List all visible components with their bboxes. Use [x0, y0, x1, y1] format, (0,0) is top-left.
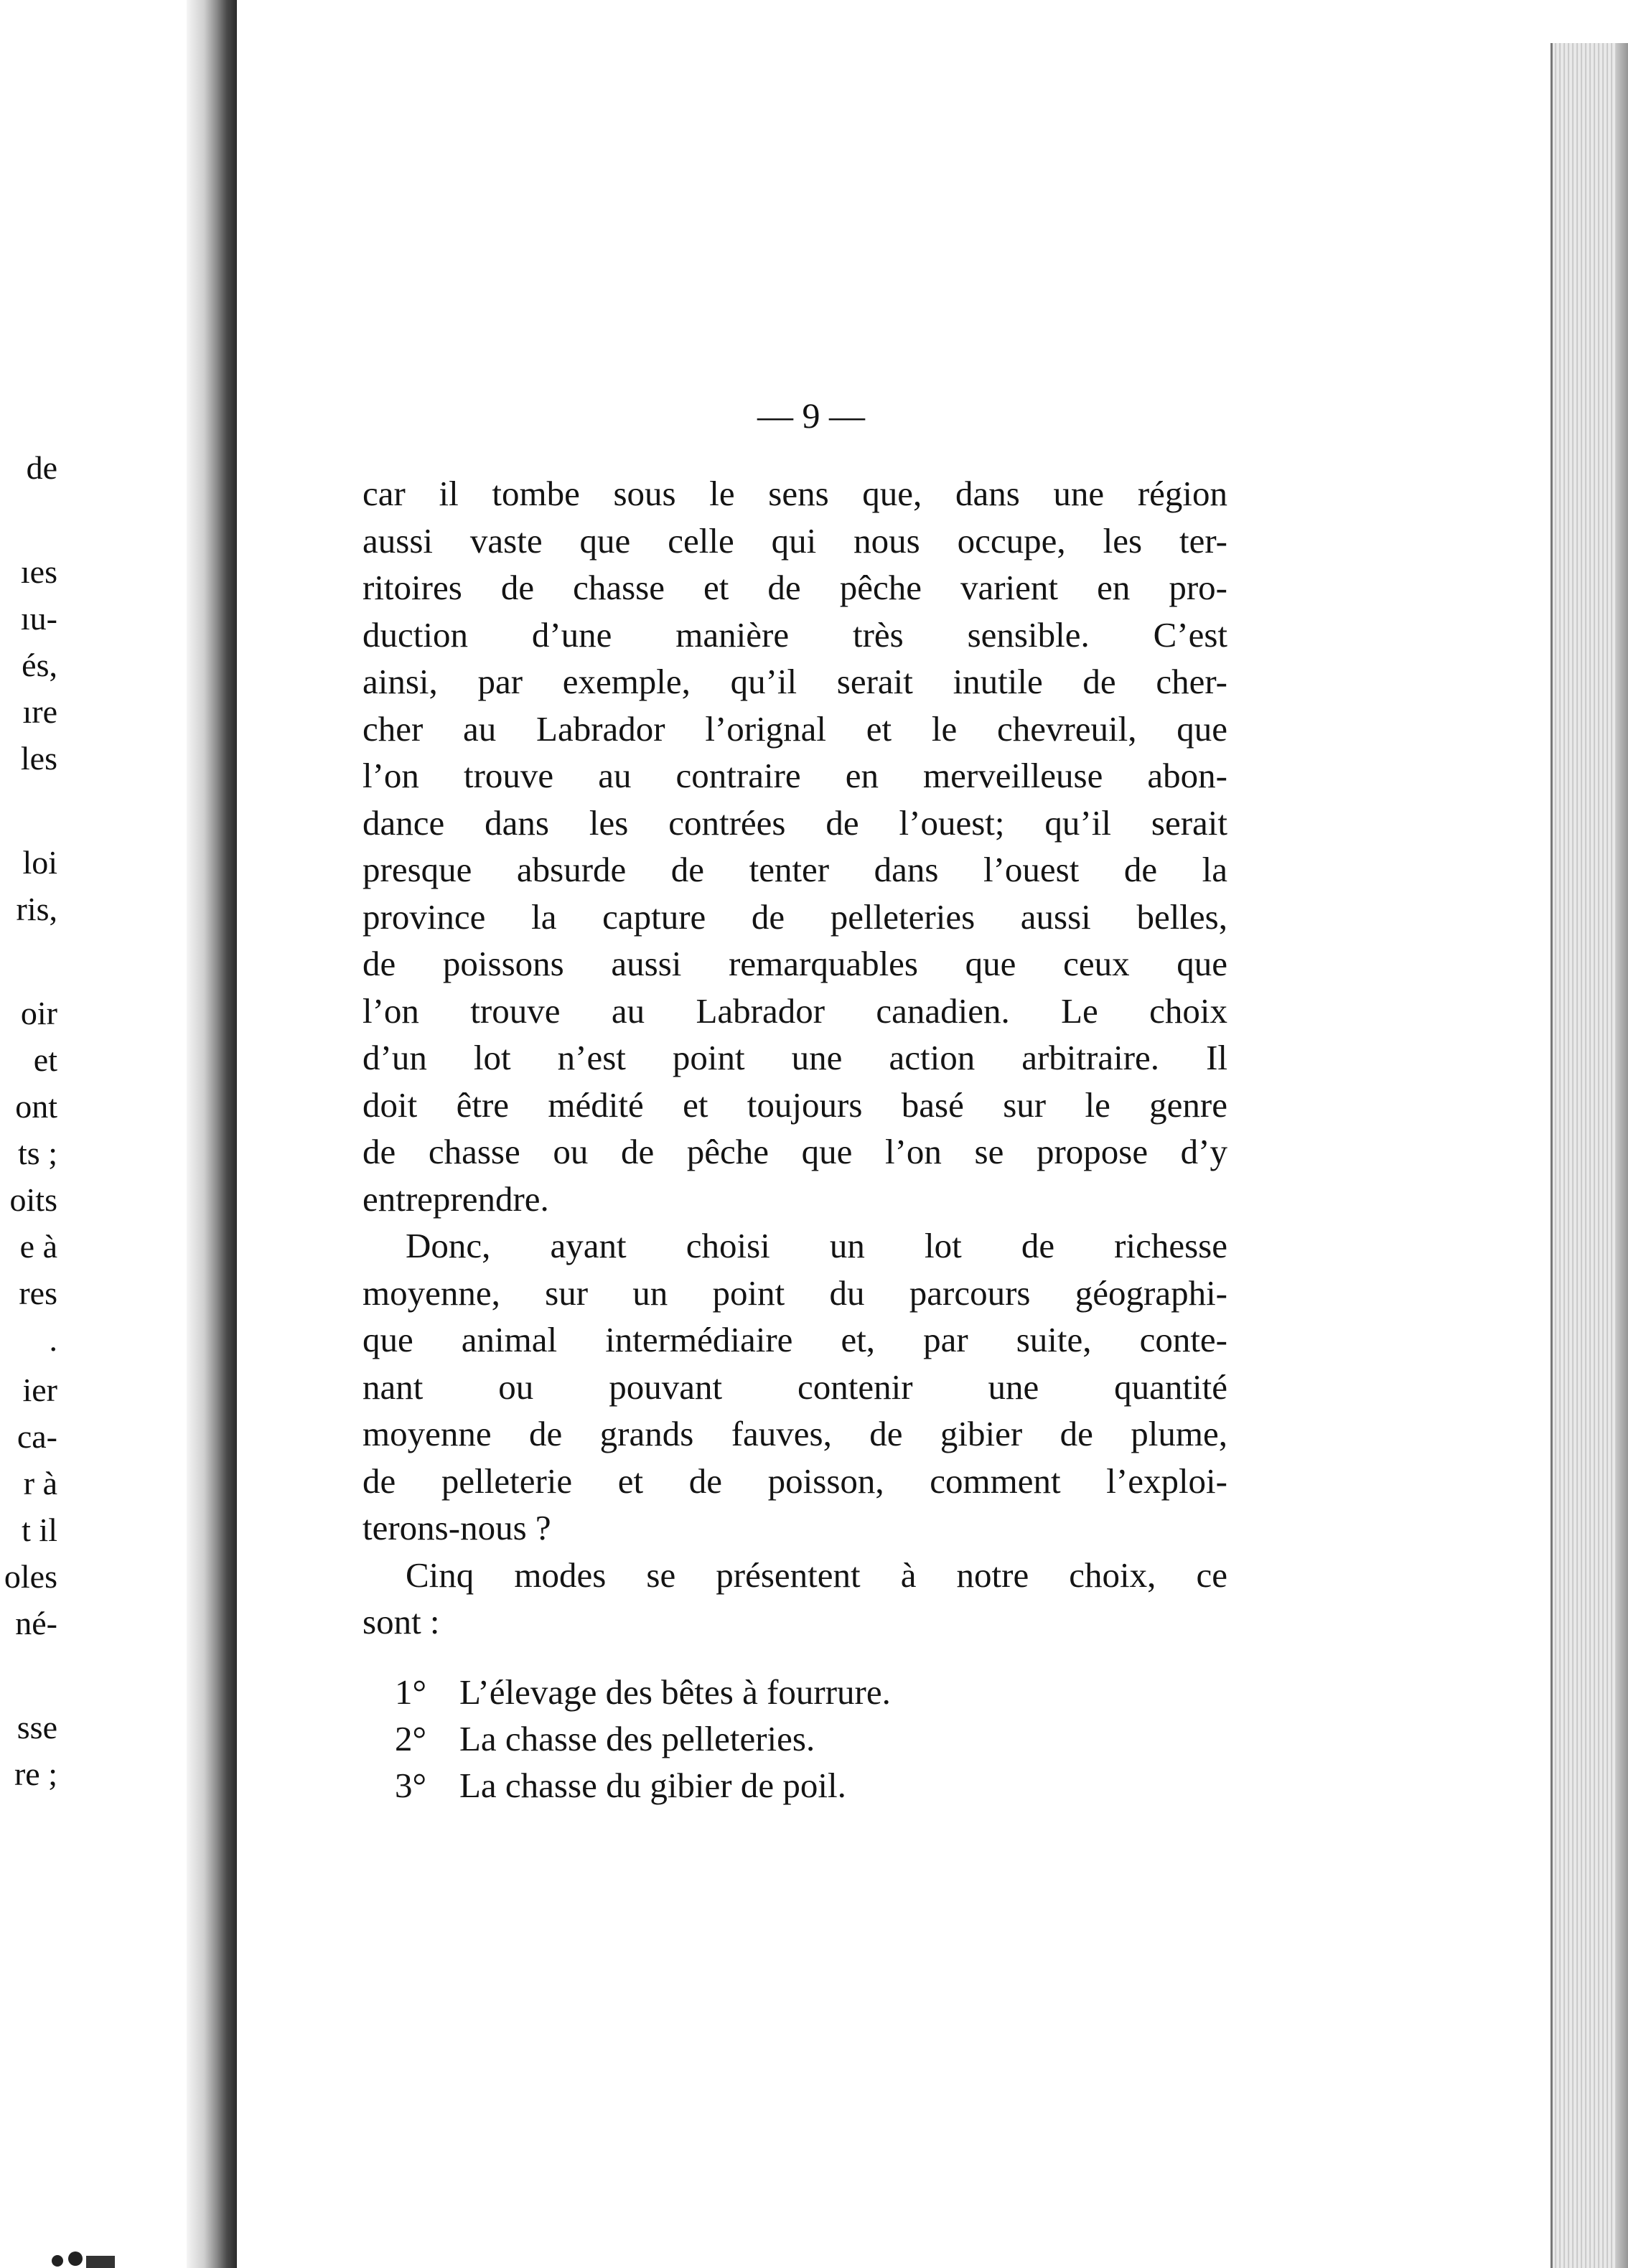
paragraph-3: [362, 1552, 1227, 1646]
page-stack-edge: [1550, 43, 1628, 2268]
previous-page-fragment: re ;: [14, 1756, 57, 1792]
previous-page-fragment: ıre: [22, 693, 57, 730]
previous-page-fragment: de: [26, 449, 57, 486]
text-line: de chasse ou de pêche que l’on se propose d’y: [362, 1132, 1227, 1171]
text-line: Donc, ayant choisi un lot de richesse: [406, 1226, 1227, 1265]
text-line: doit être médité et toujours basé sur le genre: [362, 1084, 1227, 1125]
previous-page-fragment: .: [49, 1321, 57, 1358]
text-line: dance dans les contrées de l’ouest; qu’il serait: [362, 802, 1227, 843]
list-item: [395, 1715, 891, 1762]
list-item-number: 1°: [395, 1672, 427, 1712]
text-line: l’on trouve au Labrador canadien. Le choix: [362, 990, 1227, 1031]
list-item: [395, 1762, 891, 1809]
previous-page-fragment: et: [33, 1041, 57, 1078]
paragraph-1: [362, 470, 1227, 1222]
numbered-list: [395, 1669, 891, 1809]
previous-page-edge: [0, 0, 215, 2268]
previous-page-fragment: res: [19, 1275, 57, 1311]
text-line: duction d’une manière très sensible. C’est: [362, 614, 1227, 655]
previous-page-fragment: ris,: [16, 891, 57, 927]
previous-page-fragment: ıu-: [20, 600, 57, 637]
text-line: presque absurde de tenter dans l’ouest de la: [362, 850, 1227, 889]
list-item: [395, 1669, 891, 1715]
text-line: nant ou pouvant contenir une quantité: [362, 1367, 1227, 1407]
text-line: moyenne de grands fauves, de gibier de plume,: [362, 1414, 1227, 1453]
previous-page-fragment: ca-: [17, 1418, 57, 1455]
list-item-number: 2°: [395, 1719, 427, 1758]
book-gutter: [187, 0, 237, 2268]
previous-page-fragment: és,: [22, 647, 57, 683]
previous-page-fragment: oles: [4, 1558, 57, 1595]
text-line: ritoires de chasse et de pêche varient en pro-: [362, 568, 1227, 607]
previous-page-fragment: ont: [15, 1088, 57, 1125]
text-line: de pelleterie et de poisson, comment l’exploi-: [362, 1461, 1227, 1501]
text-line: entreprendre.: [362, 1178, 549, 1219]
text-line: d’un lot n’est point une action arbitraire. Il: [362, 1038, 1227, 1077]
list-item-text: L’élevage des bêtes à fourrure.: [459, 1672, 891, 1712]
list-item-number: 3°: [395, 1766, 427, 1805]
page-number: — 9 —: [757, 395, 865, 436]
scan-artifact-mark: [43, 2243, 122, 2268]
text-line: l’on trouve au contraire en merveilleuse abon-: [362, 756, 1227, 795]
text-line: Cinq modes se présentent à notre choix, ce: [406, 1555, 1227, 1595]
text-line: aussi vaste que celle qui nous occupe, les ter-: [362, 520, 1227, 561]
previous-page-fragment: e à: [19, 1228, 57, 1265]
paragraph-2: [362, 1222, 1227, 1552]
text-line: ainsi, par exemple, qu’il serait inutile de cher-: [362, 662, 1227, 701]
previous-page-fragment: oits: [9, 1181, 57, 1218]
previous-page-fragment: sse: [17, 1709, 57, 1745]
text-line: province la capture de pelleteries aussi belles,: [362, 896, 1227, 937]
previous-page-fragment: oir: [20, 995, 57, 1031]
text-line: cher au Labrador l’orignal et le chevreuil, que: [362, 708, 1227, 749]
body-text: [362, 470, 1227, 1646]
text-line: que animal intermédiaire et, par suite, conte-: [362, 1320, 1227, 1359]
previous-page-fragment: ier: [22, 1372, 57, 1408]
previous-page-fragment: loi: [22, 844, 57, 881]
previous-page-fragment: né-: [15, 1605, 57, 1641]
list-item-text: La chasse des pelleteries.: [459, 1719, 815, 1758]
text-line: moyenne, sur un point du parcours géographi-: [362, 1273, 1227, 1313]
text-line: sont :: [362, 1602, 440, 1641]
list-item-text: La chasse du gibier de poil.: [459, 1766, 846, 1805]
previous-page-fragment: ts ;: [18, 1135, 57, 1171]
text-line: terons-nous ?: [362, 1508, 551, 1547]
previous-page-fragment: les: [20, 740, 57, 777]
text-line: car il tombe sous le sens que, dans une région: [362, 474, 1227, 513]
text-line: de poissons aussi remarquables que ceux que: [362, 944, 1227, 983]
previous-page-text-fragments: [0, 0, 215, 2268]
previous-page-fragment: r à: [23, 1465, 57, 1501]
previous-page-fragment: t il: [22, 1512, 57, 1548]
previous-page-fragment: ıes: [20, 553, 57, 590]
